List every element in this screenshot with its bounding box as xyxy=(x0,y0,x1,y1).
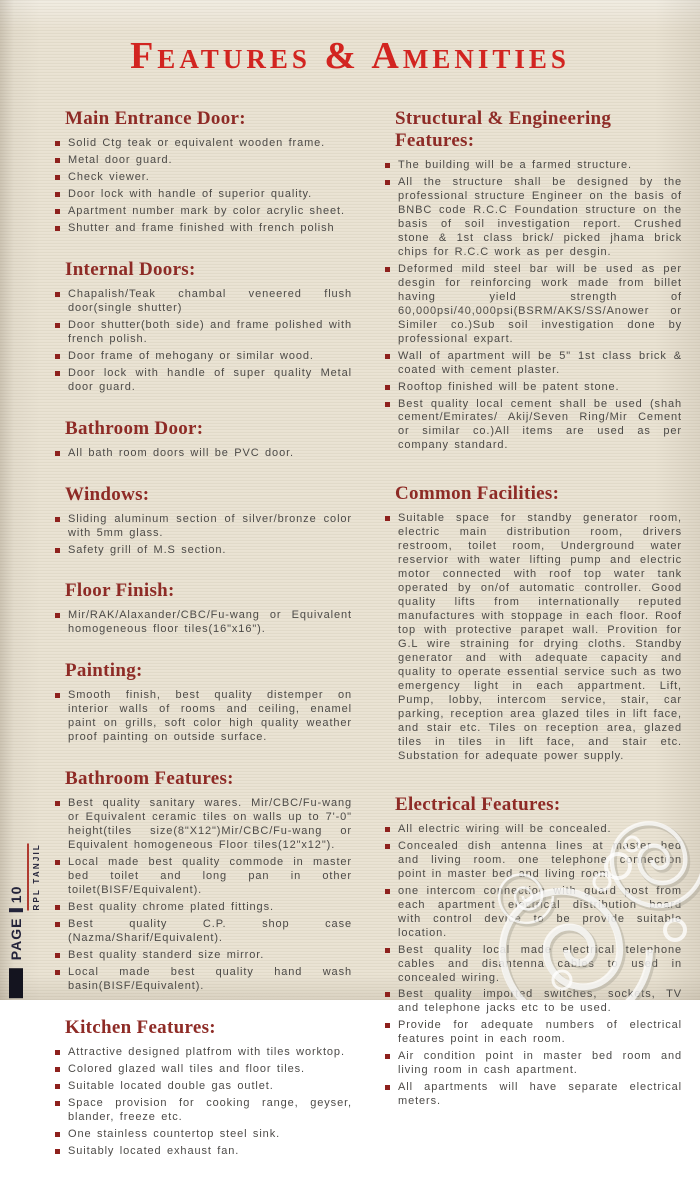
bullet-list xyxy=(55,609,352,637)
bullet-text: Attractive designed platfrom with tiles worktop. xyxy=(68,1045,345,1058)
bullet-item xyxy=(55,367,352,395)
bullet-item xyxy=(55,1063,352,1077)
bullet-item xyxy=(385,1081,682,1109)
bullet-text: Rooftop finished will be patent stone. xyxy=(398,380,620,393)
bullet-item xyxy=(55,901,352,915)
bullet-square-icon xyxy=(385,402,390,407)
bullet-square-icon xyxy=(55,1101,60,1106)
section-heading: Common Facilities: xyxy=(395,483,560,505)
bullet-square-icon xyxy=(55,158,60,163)
page-footer-marker xyxy=(8,843,50,998)
section-heading: Structural & Engineering Features: xyxy=(395,108,612,151)
bullet-item xyxy=(55,1046,352,1060)
bullet-item xyxy=(55,689,352,745)
bullet-item xyxy=(385,350,682,378)
bullet-text: Suitable space for standby generator room, electric main distribution room, drivers restroom, toilet room, Underground water reservior with water lifting pump and electric motor connected with roof top water tank operated by on/of automatic controller. Good quality lifts from internationally reputed manufactures with stoppage in each floor. Roof top with protective parapet wall. Provition for G.L wire straining for drying cloths. Standby generator and with adequate capacity and quality to operate essential service such as two emergency light in each appartment. Lift, Pump, lobby, intercom service, stair, car parking, reception area glazed tiles in lift face, and stair etc. Tiles on reception area, glazed tiles in tiles in lift face, and stair etc. Substation for adequate power supply. xyxy=(398,512,682,762)
bullet-item xyxy=(385,381,682,395)
bullet-square-icon xyxy=(385,1023,390,1028)
bullet-square-icon xyxy=(55,801,60,806)
bullet-text: All apartments will have separate electrical meters. xyxy=(398,1081,682,1108)
bullet-square-icon xyxy=(55,209,60,214)
bullet-text: Apartment number mark by color acrylic sheet. xyxy=(68,204,345,217)
bullet-item xyxy=(55,544,352,558)
bullet-text: Suitably located exhaust fan. xyxy=(68,1144,240,1157)
bullet-text: All bath room doors will be PVC door. xyxy=(68,446,294,459)
bullet-text: Space provision for cooking range, geyser, blander, freeze etc. xyxy=(68,1096,352,1123)
bullet-text: All electric wiring will be concealed. xyxy=(398,822,612,835)
bullet-square-icon xyxy=(55,613,60,618)
section-heading: Bathroom Door: xyxy=(65,417,204,439)
bullet-item xyxy=(385,1019,682,1047)
bullet-item xyxy=(55,856,352,898)
section-heading: Electrical Features: xyxy=(395,793,561,815)
section-heading: Kitchen Features: xyxy=(65,1016,216,1038)
bullet-square-icon xyxy=(55,953,60,958)
bullet-item xyxy=(55,966,352,994)
bullet-item xyxy=(55,513,352,541)
bullet-item xyxy=(55,447,352,461)
bullet-square-icon xyxy=(55,1067,60,1072)
bullet-item xyxy=(55,1097,352,1125)
bullet-square-icon xyxy=(55,517,60,522)
bullet-item xyxy=(55,1128,352,1142)
bullet-text: Local made best quality hand wash basin(BISF/Equivalent). xyxy=(68,965,352,992)
bullet-square-icon xyxy=(55,1050,60,1055)
bullet-text: The building will be a farmed structure. xyxy=(398,159,632,171)
bullet-text: Mir/RAK/Alaxander/CBC/Fu-wang or Equivalent homogeneous floor tiles(16"x16"). xyxy=(68,609,352,636)
bullet-item xyxy=(55,1145,352,1159)
bullet-text: Suitable located double gas outlet. xyxy=(68,1079,274,1092)
feature-section xyxy=(385,483,682,763)
bullet-square-icon xyxy=(55,226,60,231)
bullet-item xyxy=(55,319,352,347)
bullet-text: Door frame of mehogany or similar wood. xyxy=(68,349,314,362)
bullet-list xyxy=(385,159,682,453)
bullet-text: Check viewer. xyxy=(68,170,150,183)
bullet-square-icon xyxy=(55,292,60,297)
bullet-square-icon xyxy=(55,451,60,456)
bullet-square-icon xyxy=(55,141,60,146)
bullet-text: Best quality sanitary wares. Mir/CBC/Fu-wang or Equivalent ceramic tiles on walls up to 7'-0" height(tiles size(8"X12")Mir/CBC/Fu-wang or Equivalent homogeneous Floor tiles(12"x12"). xyxy=(68,797,352,852)
bullet-square-icon xyxy=(385,844,390,849)
bullet-item xyxy=(55,609,352,637)
bullet-item xyxy=(55,949,352,963)
page-header xyxy=(0,0,700,78)
bullet-text: Safety grill of M.S section. xyxy=(68,543,227,556)
feature-section xyxy=(385,108,682,453)
bullet-list xyxy=(385,823,682,1109)
bullet-square-icon xyxy=(385,516,390,521)
bullet-square-icon xyxy=(55,860,60,865)
bullet-square-icon xyxy=(385,267,390,272)
page-label: PAGE xyxy=(8,917,24,960)
bullet-list xyxy=(55,797,352,994)
bullet-item xyxy=(55,137,352,151)
bullet-item xyxy=(385,840,682,882)
bullet-text: Best quality local cement shall be used (shah cement/Emirates/ Akij/Seven Ring/Mir Cement or similar co.)All items are used as per company standard. xyxy=(398,397,682,452)
bullet-square-icon xyxy=(55,970,60,975)
page-number: 10 xyxy=(8,885,24,904)
bullet-square-icon xyxy=(55,354,60,359)
feature-section xyxy=(55,660,352,745)
bullet-item xyxy=(55,205,352,219)
bullet-text: Best quality imported switches, sockets, TV and telephone jacks etc to be used. xyxy=(398,988,682,1015)
bullet-list xyxy=(55,288,352,395)
page-number-strip xyxy=(8,886,24,998)
bullet-text: Best quality C.P. shop case (Nazma/Sharif/Equivalent). xyxy=(68,918,352,944)
bullet-text: Door lock with handle of super quality Metal door guard. xyxy=(68,366,352,393)
bullet-item xyxy=(55,1080,352,1094)
feature-section xyxy=(55,484,352,558)
bullet-list xyxy=(55,447,352,461)
bullet-item xyxy=(385,398,682,454)
bullet-text: Colored glazed wall tiles and floor tiles. xyxy=(68,1062,305,1075)
bullet-square-icon xyxy=(55,323,60,328)
bullet-text: Concealed dish antenna lines at master bed and living room. one telephone connection point in master bed and living room. xyxy=(398,839,682,880)
bullet-list xyxy=(385,512,682,763)
bullet-square-icon xyxy=(385,1054,390,1059)
bullet-text: Best quality local made electrical telephone cables and disantenna cables to used in concealed wiring. xyxy=(398,943,682,984)
bullet-text: Door shutter(both side) and frame polished with french polish. xyxy=(68,318,352,345)
bullet-list xyxy=(55,1046,352,1159)
bullet-item xyxy=(385,944,682,986)
bullet-item xyxy=(385,159,682,173)
feature-section xyxy=(55,259,352,395)
footer-divider xyxy=(9,908,23,912)
bullet-item xyxy=(385,823,682,837)
bullet-text: One stainless countertop steel sink. xyxy=(68,1127,281,1140)
bullet-text: Smooth finish, best quality distemper on interior walls of rooms and ceiling, enamel paint on grills, soft color high quality weather proof painting on outside surface. xyxy=(68,689,352,744)
bullet-text: Wall of apartment will be 5" 1st class brick & coated with cement plaster. xyxy=(398,349,682,376)
bullet-square-icon xyxy=(55,175,60,180)
bullet-list xyxy=(55,137,352,236)
bullet-text: Local made best quality commode in master bed toilet and long pan in other toilet(BISF/Equivalent). xyxy=(68,856,352,897)
imprint-text: RPL TANJIL xyxy=(32,842,41,910)
feature-section xyxy=(55,418,352,461)
bullet-square-icon xyxy=(385,889,390,894)
bullet-item xyxy=(55,188,352,202)
bullet-text: Deformed mild steel bar will be used as per desgin for reinforcing work made from billet having yield strength of 60,000psi/40,000psi(BSRM/AKS/SS/Anower or Similer co.)Sub soil investigation done by professional expart. xyxy=(398,262,682,345)
feature-section xyxy=(55,580,352,637)
bullet-item xyxy=(385,885,682,941)
bullet-list xyxy=(55,513,352,558)
section-heading: Main Entrance Door: xyxy=(65,108,246,129)
section-heading: Windows: xyxy=(65,483,150,505)
section-heading: Internal Doors: xyxy=(65,258,196,280)
bullet-square-icon xyxy=(385,992,390,997)
bullet-square-icon xyxy=(55,371,60,376)
bullet-text: Shutter and frame finished with french polish xyxy=(68,221,335,234)
bullet-item xyxy=(385,263,682,347)
bullet-square-icon xyxy=(55,693,60,698)
bullet-item xyxy=(385,176,682,260)
left-column xyxy=(55,108,352,1182)
bullet-square-icon xyxy=(55,1149,60,1154)
bullet-item xyxy=(55,222,352,236)
imprint-strip xyxy=(27,843,41,910)
bullet-square-icon xyxy=(385,385,390,390)
bullet-square-icon xyxy=(55,192,60,197)
bullet-text: Air condition point in master bed room and living room in cash apartment. xyxy=(398,1050,682,1077)
section-heading: Bathroom Features: xyxy=(65,768,234,790)
bullet-square-icon xyxy=(55,1132,60,1137)
bullet-text: Metal door guard. xyxy=(68,153,173,166)
bullet-square-icon xyxy=(385,354,390,359)
bullet-item xyxy=(385,512,682,763)
bullet-text: All the structure shall be designed by the professional structure Engineer on the basis of BNBC code R.C.C Foundation structure on the basis of soil investigation report. Crushed stone & 1st class brick/ picked jhama brick chips for R.C.C work as per desgin. xyxy=(398,175,682,258)
bullet-square-icon xyxy=(55,922,60,927)
bullet-square-icon xyxy=(385,180,390,185)
bullet-text: Solid Ctg teak or equivalent wooden frame. xyxy=(68,137,326,149)
feature-section xyxy=(55,768,352,994)
footer-bar-icon xyxy=(9,968,23,998)
bullet-item xyxy=(55,154,352,168)
bullet-item xyxy=(55,350,352,364)
bullet-item xyxy=(385,988,682,1016)
bullet-text: one intercom connection with guard post from each apartment electrical distribution board with control device to be provide suitable location. xyxy=(398,884,682,939)
bullet-item xyxy=(55,918,352,946)
bullet-item xyxy=(55,171,352,185)
page-title: Features & Amenities xyxy=(130,35,570,77)
bullet-text: Sliding aluminum section of silver/bronze color with 5mm glass. xyxy=(68,512,352,539)
bullet-text: Provide for adequate numbers of electrical features point in each room. xyxy=(398,1019,682,1046)
right-column xyxy=(385,108,682,1182)
bullet-square-icon xyxy=(55,905,60,910)
feature-section xyxy=(55,1017,352,1159)
feature-section xyxy=(55,108,352,236)
section-heading: Floor Finish: xyxy=(65,580,175,602)
bullet-list xyxy=(55,689,352,745)
bullet-square-icon xyxy=(385,948,390,953)
bullet-square-icon xyxy=(55,1084,60,1089)
bullet-text: Best quality standerd size mirror. xyxy=(68,948,265,961)
bullet-square-icon xyxy=(385,827,390,832)
bullet-square-icon xyxy=(385,1085,390,1090)
bullet-text: Door lock with handle of superior quality. xyxy=(68,187,313,200)
bullet-text: Chapalish/Teak chambal veneered flush door(single shutter) xyxy=(68,287,352,314)
bullet-item xyxy=(385,1050,682,1078)
bullet-item xyxy=(55,288,352,316)
section-heading: Painting: xyxy=(65,660,143,682)
bullet-square-icon xyxy=(385,163,390,168)
bullet-item xyxy=(55,797,352,853)
bullet-text: Best quality chrome plated fittings. xyxy=(68,901,274,914)
feature-section xyxy=(385,794,682,1109)
bullet-square-icon xyxy=(55,548,60,553)
content-columns xyxy=(0,78,700,1182)
